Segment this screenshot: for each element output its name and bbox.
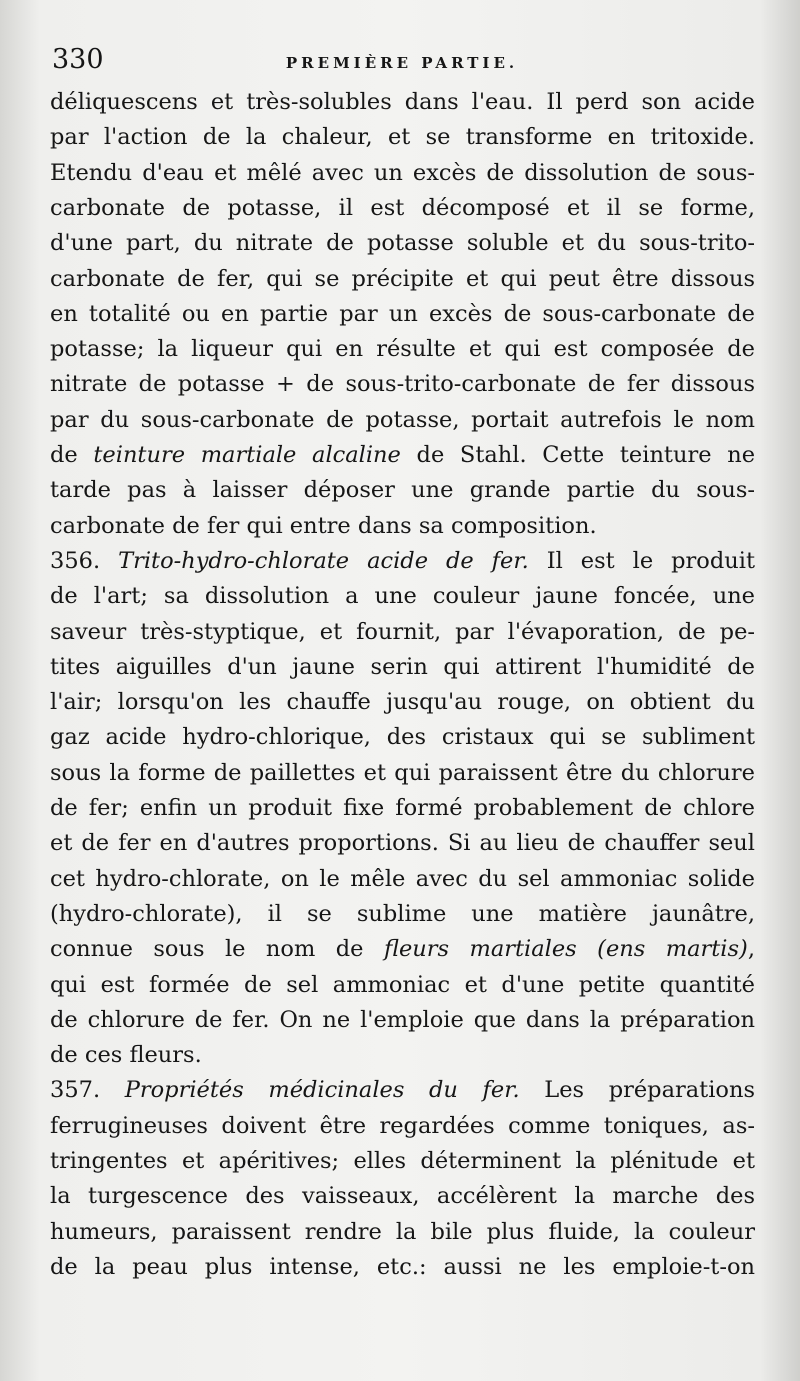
text-segment: carbonate de fer qui entre dans sa composition. <box>50 512 597 539</box>
text-segment: d'une part, du nitrate de potasse soluble et du sous-trito- <box>50 230 755 257</box>
text-line <box>50 261 755 297</box>
text-segment: humeurs, paraissent rendre la bile plus fluide, la couleur <box>50 1218 755 1245</box>
text-segment: Les préparations <box>519 1077 755 1104</box>
text-segment: sous la forme de paillettes et qui paraissent être du chlorure <box>50 759 755 786</box>
italic-text: fleurs martiales (ens martis) <box>383 936 748 963</box>
text-line <box>50 931 755 967</box>
text-line <box>50 1214 755 1250</box>
text-line <box>50 578 755 614</box>
text-line <box>50 719 755 755</box>
text-line <box>50 366 755 402</box>
text-line <box>50 825 755 861</box>
italic-text: Trito-hydro-chlorate acide de fer. <box>118 547 529 574</box>
page-number: 330 <box>52 44 104 75</box>
page-header <box>52 44 752 80</box>
text-segment: Il est le produit <box>528 547 755 574</box>
text-segment: de l'art; sa dissolution a une couleur jaune foncée, une <box>50 583 755 610</box>
text-segment: ferrugineuses doivent être regardées comme toniques, as- <box>50 1112 755 1139</box>
text-segment: de chlorure de fer. On ne l'emploie que dans la préparation <box>50 1006 755 1033</box>
text-segment: saveur très-styptique, et fournit, par l'évaporation, de pe- <box>50 618 755 645</box>
text-segment: tites aiguilles d'un jaune serin qui attirent l'humidité de <box>50 653 755 680</box>
text-line <box>50 1143 755 1179</box>
text-line <box>50 472 755 508</box>
text-segment: carbonate de potasse, il est décomposé et il se forme, <box>50 194 755 221</box>
text-segment: de <box>50 442 94 468</box>
italic-text: Propriétés médicinales du fer. <box>124 1077 520 1104</box>
text-line <box>50 84 755 120</box>
text-segment: la turgescence des vaisseaux, accélèrent la marche des <box>50 1183 755 1210</box>
text-segment: l'air; lorsqu'on les chauffe jusqu'au rouge, on obtient du <box>50 689 755 716</box>
text-segment: de ces fleurs. <box>50 1042 202 1069</box>
text-segment: (hydro-chlorate), il se sublime une matière jaunâtre, <box>50 900 755 927</box>
text-line <box>50 296 755 332</box>
text-line <box>50 967 755 1003</box>
text-segment: potasse; la liqueur qui en résulte et qui est composée de <box>50 336 755 363</box>
text-line <box>50 1249 755 1285</box>
text-line <box>50 1037 755 1073</box>
text-segment: connue sous le nom de <box>50 936 384 963</box>
text-line <box>50 437 755 473</box>
text-segment: tringentes et apéritives; elles déterminent la plénitude et <box>50 1148 755 1174</box>
text-segment: de Stahl. Cette teinture ne <box>400 442 756 468</box>
text-segment: et de fer en d'autres proportions. Si au lieu de chauffer seul <box>50 830 755 857</box>
text-line <box>50 861 755 897</box>
text-line <box>50 755 755 791</box>
text-segment: par l'action de la chaleur, et se transforme en tritoxide. <box>50 124 755 151</box>
italic-text: teinture martiale alcaline <box>93 442 401 468</box>
text-segment: nitrate de potasse + de sous-trito-carbonate de fer dissous <box>50 371 755 398</box>
text-line <box>50 508 755 544</box>
text-segment: qui est formée de sel ammoniac et d'une petite quantité <box>50 971 755 998</box>
text-segment: cet hydro-chlorate, on le mêle avec du sel ammoniac solide <box>50 865 755 892</box>
text-segment: en totalité ou en partie par un excès de sous-carbonate de <box>50 300 755 327</box>
text-line <box>50 1108 755 1144</box>
text-line <box>50 155 755 191</box>
text-line <box>50 790 755 826</box>
text-line <box>50 684 755 720</box>
text-line <box>50 225 755 261</box>
text-segment: tarde pas à laisser déposer une grande partie du sous- <box>50 477 755 504</box>
text-segment: de fer; enfin un produit fixe formé probablement de chlore <box>50 795 755 821</box>
text-line <box>50 402 755 438</box>
text-segment: gaz acide hydro-chlorique, des cristaux qui se subliment <box>50 724 755 751</box>
text-line <box>50 1002 755 1038</box>
text-segment: , <box>747 936 755 963</box>
text-line <box>50 190 755 226</box>
text-line <box>50 543 755 579</box>
text-line <box>50 331 755 367</box>
text-segment: carbonate de fer, qui se précipite et qui peut être dissous <box>50 265 755 292</box>
text-segment: de la peau plus intense, etc.: aussi ne les emploie-t-on <box>50 1253 755 1280</box>
text-segment: 357. <box>50 1077 125 1104</box>
text-segment: déliquescens et très-solubles dans l'eau. Il perd son acide <box>50 89 755 115</box>
text-segment: 356. <box>50 547 119 574</box>
text-segment: Etendu d'eau et mêlé avec un excès de dissolution de sous- <box>50 159 755 186</box>
running-title: PREMIÈRE PARTIE. <box>285 54 519 72</box>
text-line <box>50 1178 755 1214</box>
text-line <box>50 896 755 932</box>
text-line <box>50 614 755 650</box>
text-line <box>50 119 755 155</box>
text-line <box>50 649 755 685</box>
text-line <box>50 1072 755 1108</box>
text-segment: par du sous-carbonate de potasse, portait autrefois le nom <box>50 406 755 433</box>
